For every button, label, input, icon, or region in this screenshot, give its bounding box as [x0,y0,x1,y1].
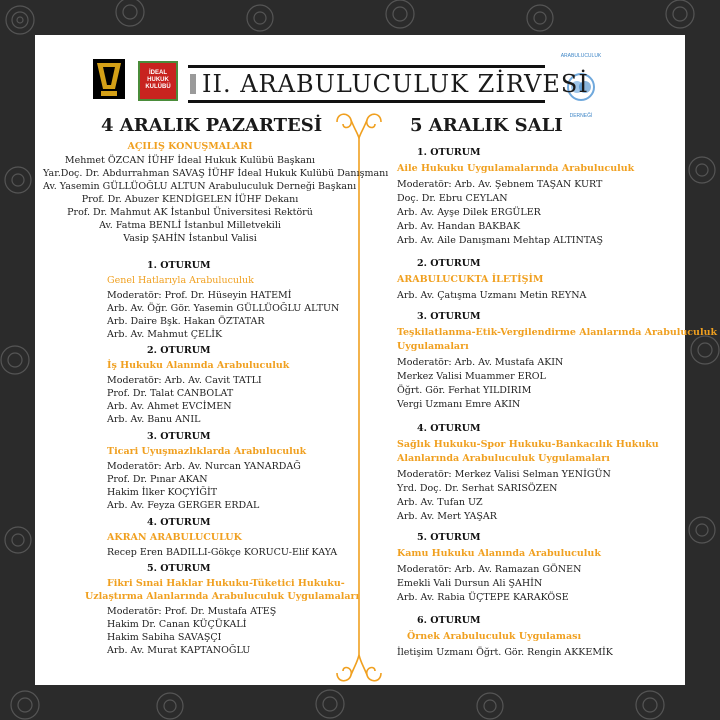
session-topic: Uzlaştırma Alanlarında Arabuluculuk Uygulamaları [85,591,360,602]
session-topic: Sağlık Hukuku-Spor Hukuku-Bankacılık Hukuku [397,439,659,450]
session-person: Yrd. Doç. Dr. Serhat SARISÖZEN [397,483,558,494]
session-person: Prof. Dr. Talat CANBOLAT [107,388,234,399]
session-person: Arb. Av. Feyza GERGER ERDAL [107,500,260,511]
session-label: 5. OTURUM [147,563,211,574]
session-topic: Teşkilatlanma-Etik-Vergilendirme Alanlarında Arabuluculuk [397,327,718,338]
session-person: Arb. Daire Bşk. Hakan ÖZTATAR [107,316,265,327]
session-person: Moderatör: Arb. Av. Mustafa AKIN [397,357,564,368]
session-label: 2. OTURUM [147,345,211,356]
session-person: Arb. Av. Banu ANIL [107,414,201,425]
session-person: Moderatör: Arb. Av. Ramazan GÖNEN [397,564,582,575]
ideal-logo-line3: KULÜBÜ [145,84,171,90]
session-label: 1. OTURUM [147,260,211,271]
session-person: Doç. Dr. Ebru CEYLAN [397,193,508,204]
session-topic: Uygulamaları [397,341,469,352]
session-topic: ARABULUCUKTA İLETİŞİM [397,274,544,285]
day1-header: 4 ARALIK PAZARTESİ [101,115,323,136]
session-person: Arb. Av. Öğr. Gör. Yasemin GÜLLÜOĞLU ALTUN [107,303,340,314]
session-person: Arb. Av. Aile Danışmanı Mehtap ALTINTAŞ [397,235,604,246]
session-person: Moderatör: Arb. Av. Cavit TATLI [107,375,262,386]
session-person: Arb. Av. Murat KAPTANOĞLU [107,645,251,656]
session-person: İletişim Uzmanı Öğrt. Gör. Rengin AKKEMİK [397,647,613,658]
session-label: 4. OTURUM [147,517,211,528]
day2-header: 5 ARALIK SALI [410,115,563,136]
session-person: Arb. Av. Ayşe Dilek ERGÜLER [397,207,541,218]
session-label: 3. OTURUM [417,311,481,322]
right-logo-text-bottom: DERNEĞİ [569,113,593,119]
session-label: 2. OTURUM [417,258,481,269]
session-topic: Alanlarında Arabuluculuk Uygulamaları [397,453,610,464]
session-topic: AKRAN ARABULUCULUK [107,532,242,543]
session-topic: Ticari Uyuşmazlıklarda Arabuluculuk [107,446,307,457]
session-person: Arb. Av. Mert YAŞAR [397,511,497,522]
session-person: Arb. Av. Rabia ÜÇTEPE KARAKÖSE [397,592,569,603]
session-topic: Fikri Sınai Haklar Hukuku-Tüketici Hukuku- [107,578,345,589]
session-topic: Aile Hukuku Uygulamalarında Arabuluculuk [397,163,635,174]
session-topic: Genel Hatlarıyla Arabuluculuk [107,275,254,286]
session-person: Moderatör: Merkez Valisi Selman YENİGÜN [397,469,611,480]
session-person: Emekli Vali Dursun Ali ŞAHİN [397,578,543,589]
session-person: Arb. Av. Tufan UZ [397,497,483,508]
opening-speaker: Av. Yasemin GÜLLÜOĞLU ALTUN Arabuluculuk Derneği Başkanı [43,181,357,192]
session-topic: İş Hukuku Alanında Arabuluculuk [107,360,290,371]
opening-speaker: Yar.Doç. Dr. Abdurrahman SAVAŞ İÜHF İdeal Hukuk Kulübü Danışmanı [43,168,389,179]
session-label: 6. OTURUM [417,615,481,626]
opening-speaker: Prof. Dr. Mahmut AK İstanbul Üniversitesi Rektörü [67,207,313,218]
session-person: Öğrt. Gör. Ferhat YILDIRIM [397,385,532,396]
session-person: Moderatör: Arb. Av. Şebnem TAŞAN KURT [397,179,603,190]
session-person: Moderatör: Prof. Dr. Hüseyin HATEMİ [107,290,292,301]
session-person: Hakim İlker KOÇYİĞİT [107,487,218,498]
session-person: Recep Eren BADILLI-Gökçe KORUCU-Elif KAYA [107,547,338,558]
session-topic: Kamu Hukuku Alanında Arabuluculuk [397,548,601,559]
opening-speaker: Av. Fatma BENLİ İstanbul Milletvekili [99,220,281,231]
session-person: Arb. Av. Çatışma Uzmanı Metin REYNA [397,290,587,301]
title-bar [188,65,589,103]
session-person: Arb. Av. Ahmet EVCİMEN [107,401,232,412]
opening-speaker: Mehmet ÖZCAN İÜHF İdeal Hukuk Kulübü Başkanı [64,155,316,166]
session-label: 5. OTURUM [417,532,481,543]
opening-speaker: Prof. Dr. Abuzer KENDİGELEN İÜHF Dekanı [81,194,299,205]
ideal-logo-line2: HUKUK [147,77,169,83]
page-title: II. ARABULUCULUK ZİRVESİ [202,70,589,98]
session-person: Prof. Dr. Pınar AKAN [107,474,208,485]
program-card [35,35,718,685]
session-person: Hakim Dr. Canan KÜÇÜKALİ [107,619,247,630]
opening-speaker: Vasip ŞAHİN İstanbul Valisi [123,233,257,244]
session-person: Merkez Valisi Muammer EROL [397,371,546,382]
opening-title: AÇILIŞ KONUŞMALARI [127,141,253,152]
session-person: Arb. Av. Mahmut ÇELİK [107,329,223,340]
session-person: Arb. Av. Handan BAKBAK [397,221,521,232]
trophy-logo-icon [93,59,125,99]
title-accent-bar [190,74,196,94]
ideal-hukuk-logo [138,61,178,101]
session-person: Moderatör: Arb. Av. Nurcan YANARDAĞ [107,461,301,472]
session-label: 3. OTURUM [147,431,211,442]
session-label: 4. OTURUM [417,423,481,434]
ideal-logo-line1: İDEAL [149,70,167,76]
session-person: Hakim Sabiha SAVAŞÇI [107,632,222,643]
session-person: Moderatör: Prof. Dr. Mustafa ATEŞ [107,606,277,617]
session-topic: Örnek Arabuluculuk Uygulaması [407,631,582,642]
right-logo-text-top: ARABULUCULUK [560,53,602,59]
session-label: 1. OTURUM [417,147,481,158]
session-person: Vergi Uzmanı Emre AKIN [397,399,521,410]
